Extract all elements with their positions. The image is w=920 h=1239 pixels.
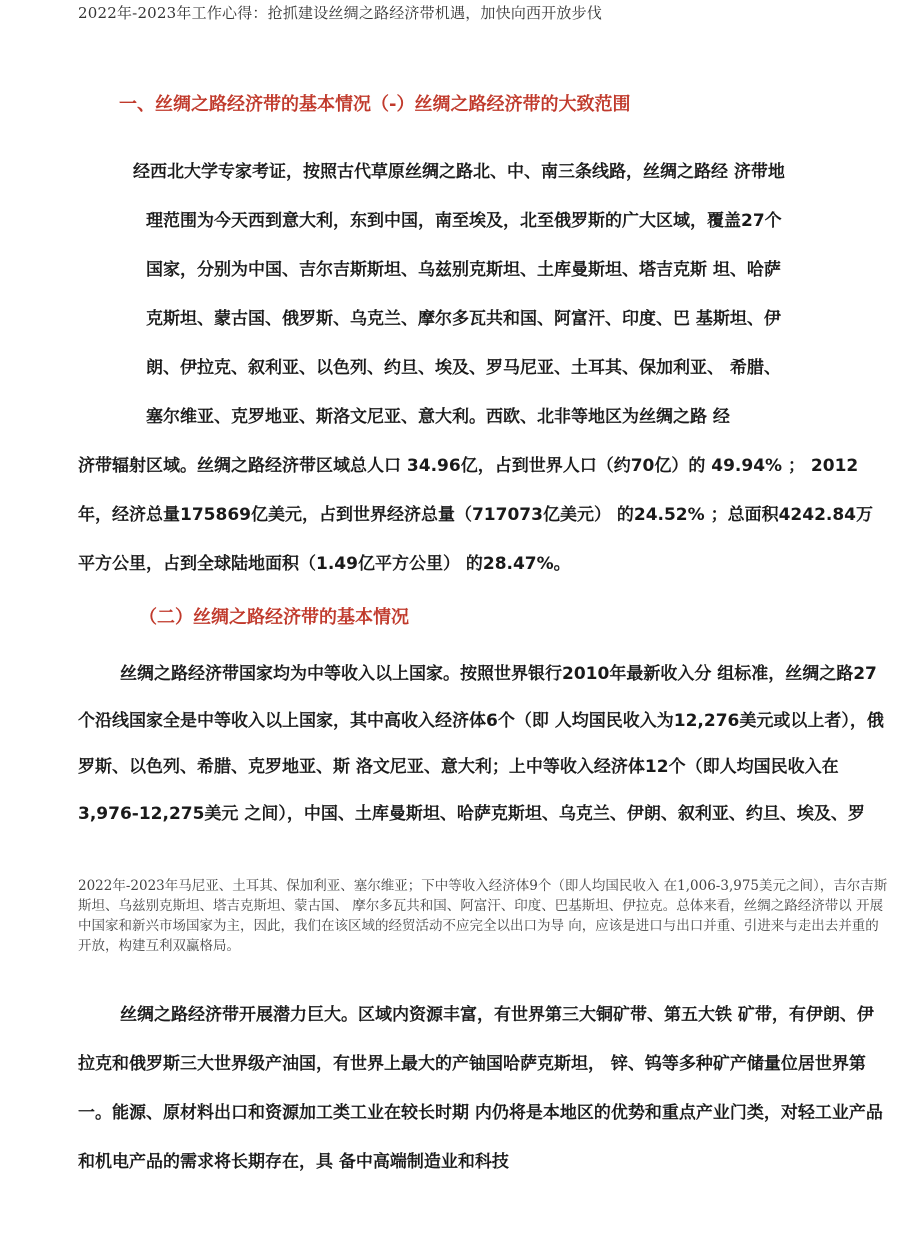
section1-paragraph [78,148,890,589]
paragraph-line: 塞尔维亚、克罗地亚、斯洛文尼亚、意大利。西欧、北非等地区为丝绸之路 经 [146,407,730,427]
paragraph-line: 济带辐射区域。丝绸之路经济带区域总人口 34.96亿，占到世界人口（约70亿）的 49.94% ； 2012 [78,456,859,476]
section-heading-2: （二）丝绸之路经济带的基本情况 [139,607,409,628]
paragraph-line: 平方公里，占到全球陆地面积（1.49亿平方公里） 的28.47%。 [78,554,571,574]
page-header: 2022年-2023年工作心得：抢抓建设丝绸之路经济带机遇，加快向西开放步伐 [78,4,603,22]
paragraph-line: 经西北大学专家考证，按照古代草原丝绸之路北、中、南三条线路，丝绸之路经 济带地 [133,162,785,182]
paragraph-line: 国家，分别为中国、吉尔吉斯斯坦、乌兹别克斯坦、土库曼斯坦、塔吉克斯 坦、哈萨 [146,260,781,280]
paragraph-line: 朗、伊拉克、叙利亚、以色列、约旦、埃及、罗马尼亚、土耳其、保加利亚、 希腊、 [146,358,781,378]
section-heading-1: 一、丝绸之路经济带的基本情况（-）丝绸之路经济带的大致范围 [119,94,631,115]
section2-paragraph: 丝绸之路经济带国家均为中等收入以上国家。按照世界银行2010年最新收入分 组标准，丝绸之路27个沿线国家全是中等收入以上国家，其中高收入经济体6个（即 人均国民收入为12,276美元或以上者），俄罗斯、以色列、希腊、克罗地亚、斯 洛文尼亚、意大利；上中等收入经济体12个（即人均国民收入在3,976-12,275美元 之间），中国、土库曼斯坦、哈萨克斯坦、乌克兰、伊朗、叙利亚、约旦、埃及、罗 [78,664,884,824]
paragraph-line: 年，经济总量175869亿美元，占到世界经济总量（717073亿美元） 的24.52% ；总面积4242.84万 [78,505,874,525]
paragraph-line: 克斯坦、蒙古国、俄罗斯、乌克兰、摩尔多瓦共和国、阿富汗、印度、巴 基斯坦、伊 [146,309,781,329]
paragraph-line: 理范围为今天西到意大利，东到中国，南至埃及，北至俄罗斯的广大区域，覆盖27个 [146,211,782,231]
section3-paragraph: 丝绸之路经济带开展潜力巨大。区域内资源丰富，有世界第三大铜矿带、第五大铁 矿带，有伊朗、伊拉克和俄罗斯三大世界级产油国，有世界上最大的产铀国哈萨克斯坦， 锌、钨等多种矿产储量位居世界第一。能源、原材料出口和资源加工类工业在较长时期 内仍将是本地区的优势和重点产业门类，对轻工业产品和机电产品的需求将长期存在，具 备中高端制造业和科技 [78,1005,883,1172]
section2-continuation-text: 2022年-2023年马尼亚、土耳其、保加利亚、塞尔维亚；下中等收入经济体9个（即人均国民收入 在1,006-3,975美元之间），吉尔吉斯斯坦、乌兹别克斯坦、塔吉克斯坦、蒙古国、 摩尔多瓦共和国、阿富汗、印度、巴基斯坦、伊拉克。总体来看，丝绸之路经济带以 开展中国家和新兴市场国家为主，因此，我们在该区域的经贸活动不应完全以出口为导 向，应该是进口与出口并重、引进来与走出去并重的开放，构建互利双赢格局。 [78,878,888,954]
